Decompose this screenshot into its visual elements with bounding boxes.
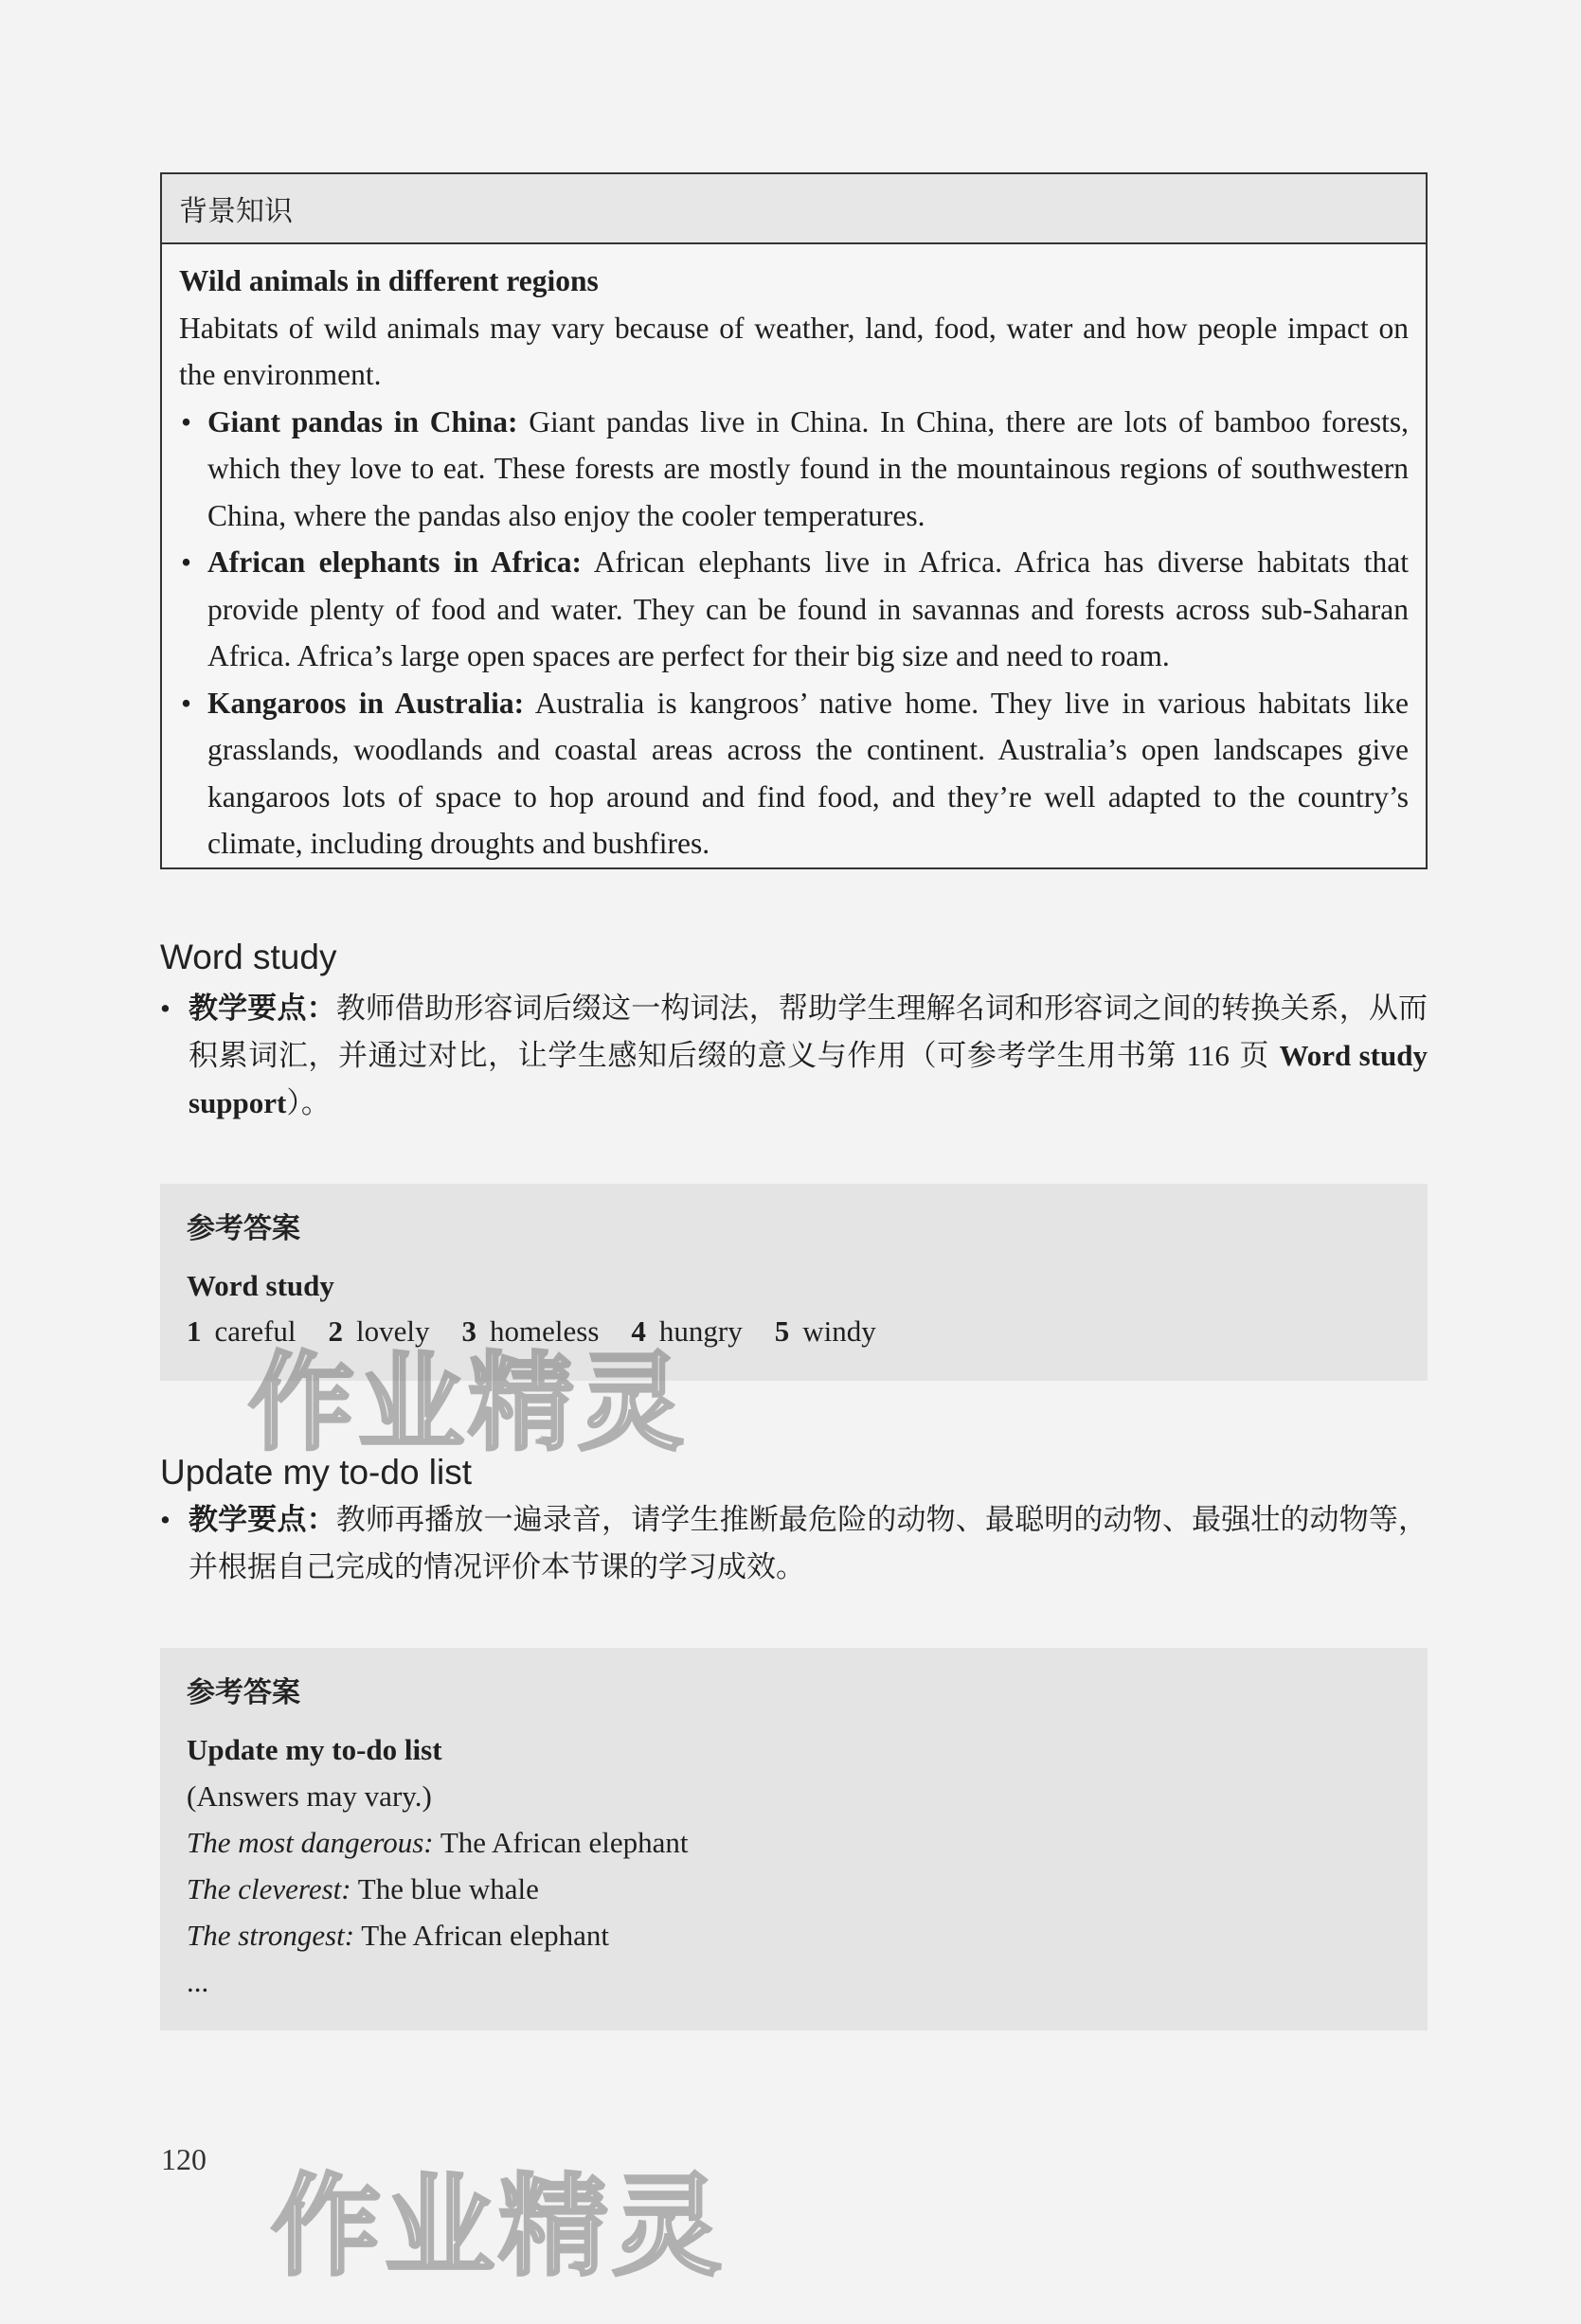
watermark: 作业精灵 xyxy=(248,1342,688,1465)
answer-line: The cleverest: The blue whale xyxy=(187,1872,539,1905)
answer-ellipsis: ... xyxy=(187,1965,209,1998)
answer-line: The most dangerous: The African elephant xyxy=(187,1826,689,1859)
bullet-head: Kangaroos in Australia: xyxy=(207,686,525,720)
answer-note: (Answers may vary.) xyxy=(187,1779,432,1813)
teaching-point-text: 页 xyxy=(1229,1039,1280,1073)
background-knowledge-header: 背景知识 xyxy=(162,174,1426,244)
answer-subheading: Update my to-do list xyxy=(187,1733,442,1766)
word-study-teaching-point: • 教学要点：教师借助形容词后缀这一构词法，帮助学生理解名词和形容词之间的转换关系，从而积累词汇，并通过对比，让学生感知后缀的意义与作用（可参考学生用书第 116 页 Word study support）。 xyxy=(160,992,1428,1120)
answer-heading: 参考答案 xyxy=(187,1212,300,1245)
teaching-point-text: 教师再播放一遍录音，请学生推断最危险的动物、最聪明的动物、最强壮的动物等，并根据自己完成的情况评价本节课的学习成效。 xyxy=(189,1503,1428,1584)
bullet-text: Australia is kangroos’ native home. They live in various habitats like grasslands, woodlands and coastal areas across the continent. Australia’s open landscapes give kangaroos lots of space to hop around and find food, and they’re well adapted to the country’s climate, including droughts and bushfires. xyxy=(207,686,1409,860)
bullet-head: Giant pandas in China: xyxy=(207,404,518,438)
teaching-point-label: 教学要点： xyxy=(189,992,336,1026)
bullet-item-elephants xyxy=(179,539,1409,680)
answer-item: 4 hungry xyxy=(631,1314,743,1348)
background-intro: Habitats of wild animals may vary because of weather, land, food, water and how people impact on the environment. xyxy=(179,311,1409,391)
bullet-item-pandas xyxy=(179,399,1409,540)
watermark: 作业精灵 xyxy=(271,2163,726,2291)
teaching-point-page: 116 xyxy=(1186,1039,1230,1072)
word-study-heading: Word study xyxy=(160,938,337,976)
page-number: 120 xyxy=(161,2142,207,2176)
teaching-point-label: 教学要点： xyxy=(189,1503,336,1537)
answer-heading: 参考答案 xyxy=(187,1676,300,1709)
todo-teaching-point: • 教学要点：教师再播放一遍录音，请学生推断最危险的动物、最聪明的动物、最强壮的动物等，并根据自己完成的情况评价本节课的学习成效。 xyxy=(160,1503,1428,1584)
answer-item: 5 windy xyxy=(774,1314,876,1348)
todo-answer-box xyxy=(160,1648,1428,2030)
answer-subheading: Word study xyxy=(187,1269,334,1302)
teaching-point-text: 教师借助形容词后缀这一构词法，帮助学生理解名词和形容词之间的转换关系，从而积累词汇，并通过对比，让学生感知后缀的意义与作用（可参考学生用书第 xyxy=(189,992,1428,1073)
answer-item: 1 careful xyxy=(187,1314,296,1348)
answer-line: The strongest: The African elephant xyxy=(187,1919,609,1952)
teaching-point-text: ）。 xyxy=(286,1086,331,1120)
answer-item: 3 homeless xyxy=(461,1314,600,1348)
todo-heading: Update my to-do list xyxy=(160,1453,473,1492)
teaching-point-reference: Word study support xyxy=(189,1039,1428,1119)
background-knowledge-box xyxy=(160,172,1428,869)
answer-item: 2 lovely xyxy=(328,1314,430,1348)
background-title: Wild animals in different regions xyxy=(179,264,599,297)
bullet-head: African elephants in Africa: xyxy=(207,545,583,579)
background-bullet-list xyxy=(179,399,1409,867)
bullet-item-kangaroos xyxy=(179,680,1409,867)
bullet-text: African elephants live in Africa. Africa has diverse habitats that provide plenty of food and water. They can be found in savannas and forests across sub-Saharan Africa. Africa’s large open spaces are perfect for their big size and need to roam. xyxy=(207,545,1409,672)
bullet-text: Giant pandas live in China. In China, there are lots of bamboo forests, which they love to eat. These forests are mostly found in the mountainous regions of southwestern China, where the pandas also enjoy the cooler temperatures. xyxy=(207,404,1409,532)
